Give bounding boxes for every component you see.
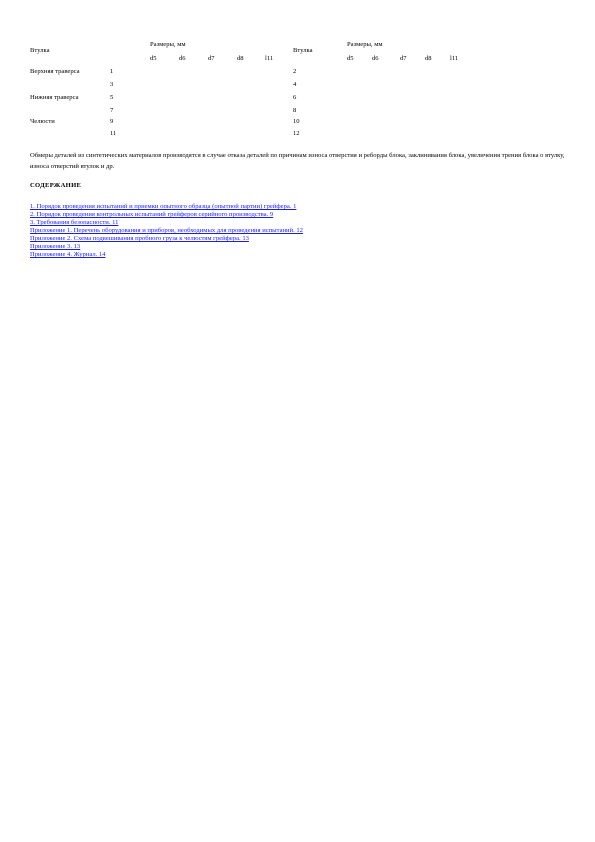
table-right-col-header: d8 xyxy=(425,55,432,62)
table-left-row-num: 1 xyxy=(110,68,114,75)
toc-link[interactable]: 3. Требования безопасности. 11 xyxy=(30,219,119,226)
table-right-row-num: 4 xyxy=(293,81,297,88)
table-left-sizes-label: Размеры, мм xyxy=(150,41,186,48)
table-right-col-header: d7 xyxy=(400,55,407,62)
table-left-row-num: 9 xyxy=(110,118,114,125)
table-of-contents xyxy=(30,203,303,259)
table-right-header-label: Втулка xyxy=(293,47,313,54)
body-paragraph: Обмеры деталей из синтетических материалов производятся в случае отказа деталей по причинам износа отверстия и реборды блока, заклинивания блока, увеличения трения блока о втулку, износа отверстий втулок и др. xyxy=(30,152,565,170)
toc-link[interactable]: 1. Порядок проведения испытаний и приемки опытного образца (опытной партии) грейфера. 1 xyxy=(30,203,297,210)
table-right-row-num: 10 xyxy=(293,118,300,125)
table-left-col-header: d7 xyxy=(208,55,215,62)
table-left-row-num: 3 xyxy=(110,81,114,88)
table-left-row-num: 5 xyxy=(110,94,114,101)
table-left-col-header: d6 xyxy=(179,55,186,62)
table-right-row-num: 12 xyxy=(293,130,300,137)
table-left-row-num: 7 xyxy=(110,107,114,114)
table-left-row-label: Нижняя траверса xyxy=(30,94,79,101)
table-left-row-label: Верхняя траверса xyxy=(30,68,80,75)
toc-heading: СОДЕРЖАНИЕ xyxy=(30,182,82,189)
table-right-col-header: d6 xyxy=(372,55,379,62)
table-right-col-header: l11 xyxy=(450,55,459,62)
table-left-col-header: l11 xyxy=(265,55,274,62)
table-left-col-header: d5 xyxy=(150,55,157,62)
table-left-header-label: Втулка xyxy=(30,47,50,54)
toc-link[interactable]: Приложение 1. Перечень оборудования и приборов, необходимых для проведения испытаний. 12 xyxy=(30,227,303,234)
table-left-col-header: d8 xyxy=(237,55,244,62)
table-left-row-label: Челюсти xyxy=(30,118,55,125)
table-right-row-num: 8 xyxy=(293,107,297,114)
table-right-col-header: d5 xyxy=(347,55,354,62)
toc-link[interactable]: 2. Порядок проведения контрольных испытаний грейферов серийного производства. 9 xyxy=(30,211,274,218)
table-right-row-num: 2 xyxy=(293,68,297,75)
table-right-row-num: 6 xyxy=(293,94,297,101)
toc-link[interactable]: Приложение 3. 13 xyxy=(30,243,81,250)
table-right-sizes-label: Размеры, мм xyxy=(347,41,383,48)
table-left-row-num: 11 xyxy=(110,130,117,137)
toc-link[interactable]: Приложение 4. Журнал. 14 xyxy=(30,251,106,258)
toc-link[interactable]: Приложение 2. Схема подвешивания пробного груза к челюстям грейфера. 13 xyxy=(30,235,249,242)
